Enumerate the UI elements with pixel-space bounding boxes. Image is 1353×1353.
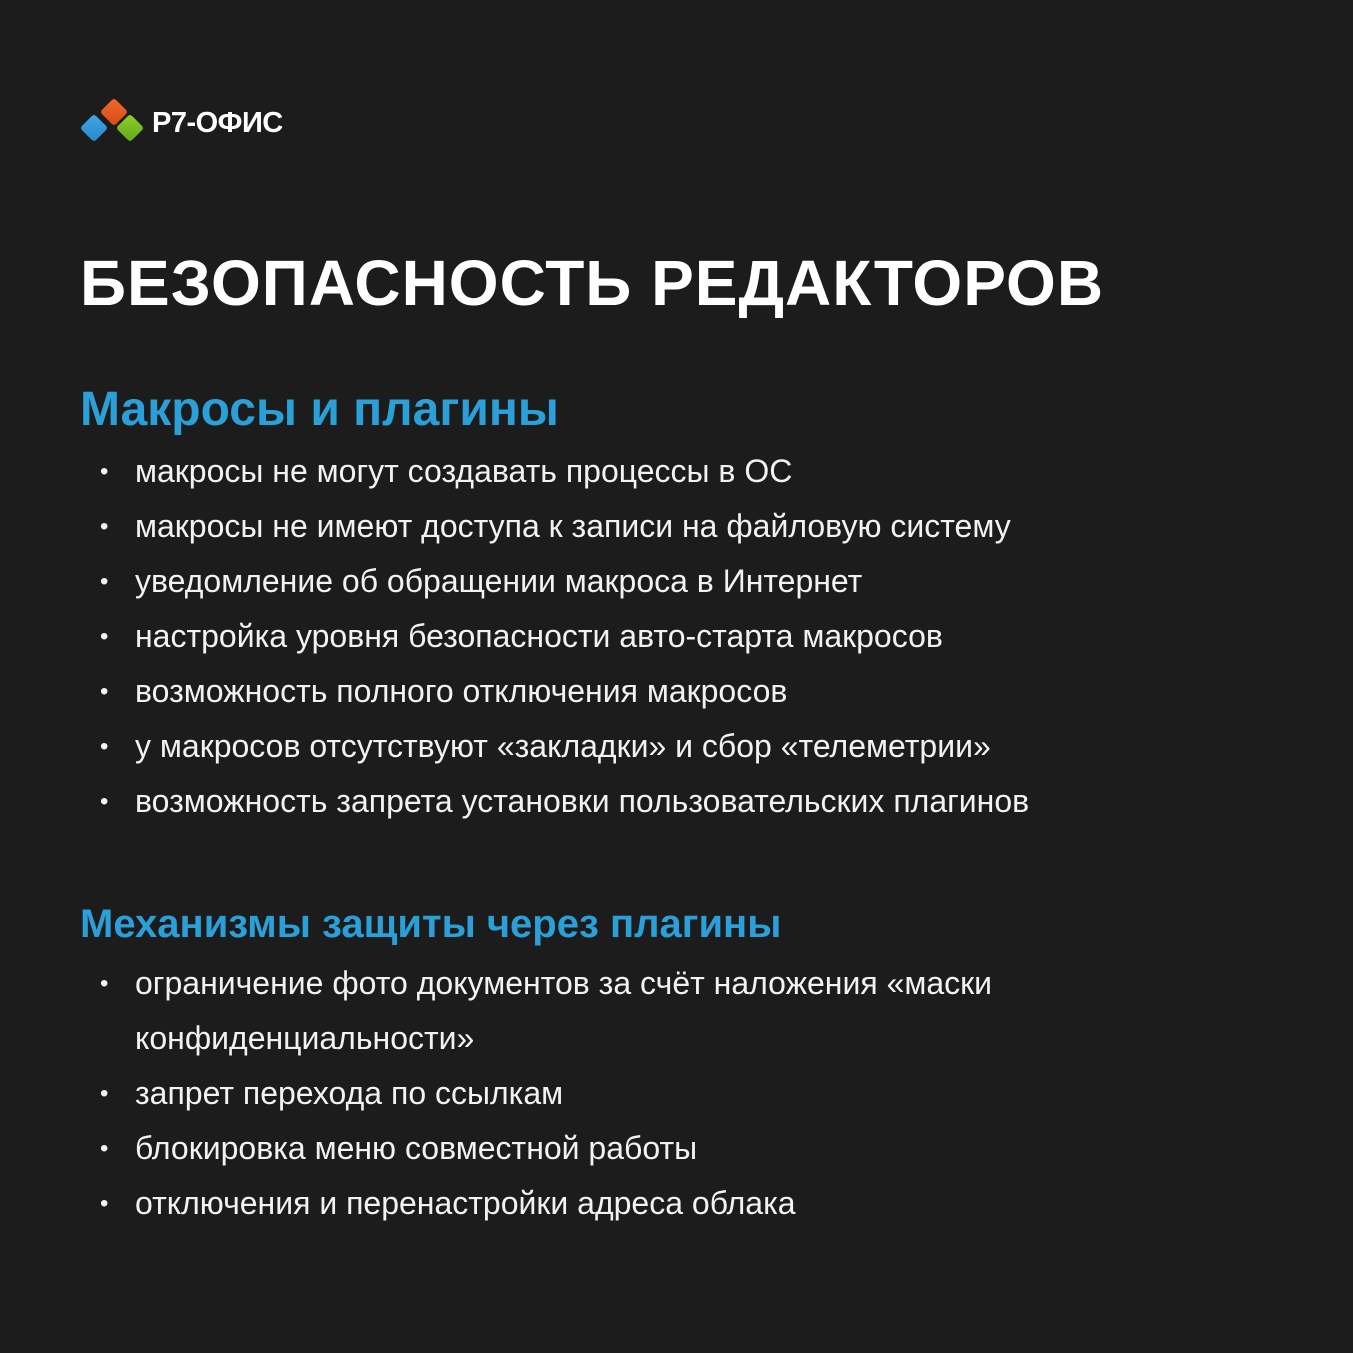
brand-name: Р7-ОФИС [152, 106, 283, 139]
list-item: • отключения и перенастройки адреса облака [100, 1176, 1110, 1231]
list-item: • уведомление об обращении макроса в Интернет [100, 554, 1240, 609]
list-item: • настройка уровня безопасности авто-старта макросов [100, 609, 1240, 664]
plugin-protection-list [100, 956, 1110, 1231]
list-item: • блокировка меню совместной работы [100, 1121, 1110, 1176]
list-item: • макросы не имеют доступа к записи на файловую систему [100, 499, 1240, 554]
list-item: • макросы не могут создавать процессы в ОС [100, 444, 1240, 499]
list-item: • у макросов отсутствуют «закладки» и сбор «телеметрии» [100, 719, 1240, 774]
page-title: БЕЗОПАСНОСТЬ РЕДАКТОРОВ [80, 247, 1105, 319]
brand-logo [78, 98, 283, 148]
list-item: • ограничение фото документов за счёт наложения «маски конфиденциальности» [100, 956, 1110, 1066]
list-item: • запрет перехода по ссылкам [100, 1066, 1110, 1121]
logo-icon [78, 98, 150, 148]
section-heading-macros: Макросы и плагины [80, 383, 559, 436]
list-item: • возможность полного отключения макросов [100, 664, 1240, 719]
macros-list [100, 444, 1240, 829]
list-item: • возможность запрета установки пользовательских плагинов [100, 774, 1240, 829]
section-heading-plugin-protection: Механизмы защиты через плагины [80, 902, 782, 946]
